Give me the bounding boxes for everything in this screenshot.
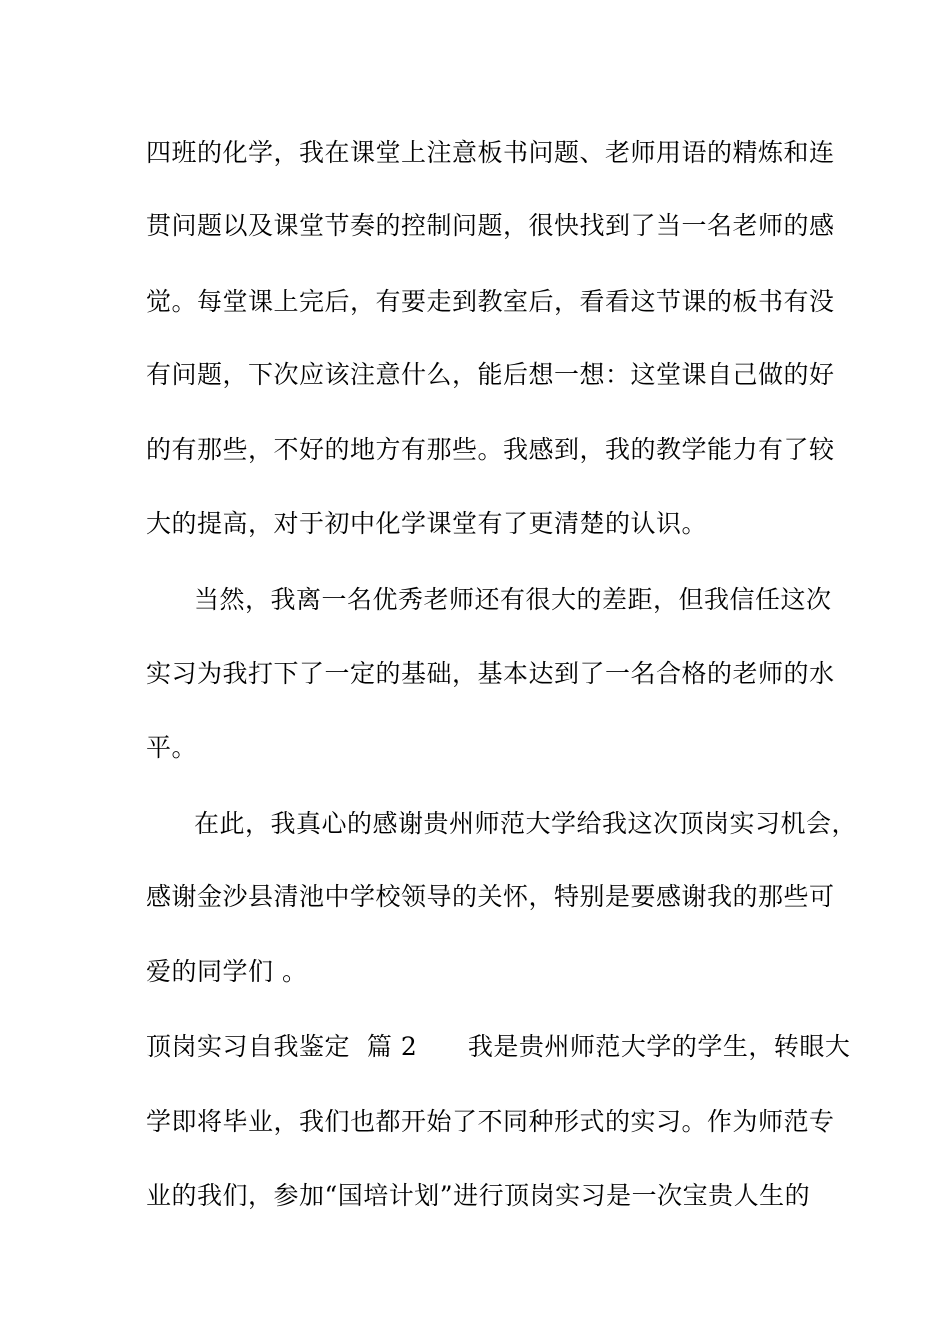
paragraph-line: 贯问题以及课堂节奏的控制问题，很快找到了当一名老师的感 bbox=[146, 211, 835, 240]
paragraph-line: 当然，我离一名优秀老师还有很大的差距，但我信任这次 bbox=[194, 585, 832, 614]
paragraph-line: 觉。每堂课上完后，有要走到教室后，看看这节课的板书有没 bbox=[146, 287, 835, 316]
paragraph-line: 感谢金沙县清池中学校领导的关怀，特别是要感谢我的那些可 bbox=[146, 882, 835, 911]
paragraph-line: 的有那些，不好的地方有那些。我感到，我的教学能力有了较 bbox=[146, 435, 835, 464]
section-heading-line: 顶岗实习自我鉴定 篇 2 我是贵州师范大学的学生，转眼大 bbox=[146, 1032, 851, 1061]
paragraph-line: 四班的化学，我在课堂上注意板书问题、老师用语的精炼和连 bbox=[146, 138, 835, 167]
paragraph-line: 学即将毕业，我们也都开始了不同种形式的实习。作为师范专 bbox=[146, 1107, 835, 1136]
paragraph-line: 爱的同学们 。 bbox=[146, 957, 308, 986]
paragraph-line: 有问题，下次应该注意什么，能后想一想：这堂课自己做的好 bbox=[146, 360, 835, 389]
paragraph-line: 实习为我打下了一定的基础，基本达到了一名合格的老师的水 bbox=[146, 659, 835, 688]
paragraph-line: 在此，我真心的感谢贵州师范大学给我这次顶岗实习机会， bbox=[194, 809, 858, 838]
paragraph-line: 业的我们，参加“国培计划”进行顶岗实习是一次宝贵人生的 bbox=[146, 1181, 811, 1210]
paragraph-line: 平。 bbox=[146, 733, 198, 762]
paragraph-line: 大的提高，对于初中化学课堂有了更清楚的认识。 bbox=[146, 509, 708, 538]
